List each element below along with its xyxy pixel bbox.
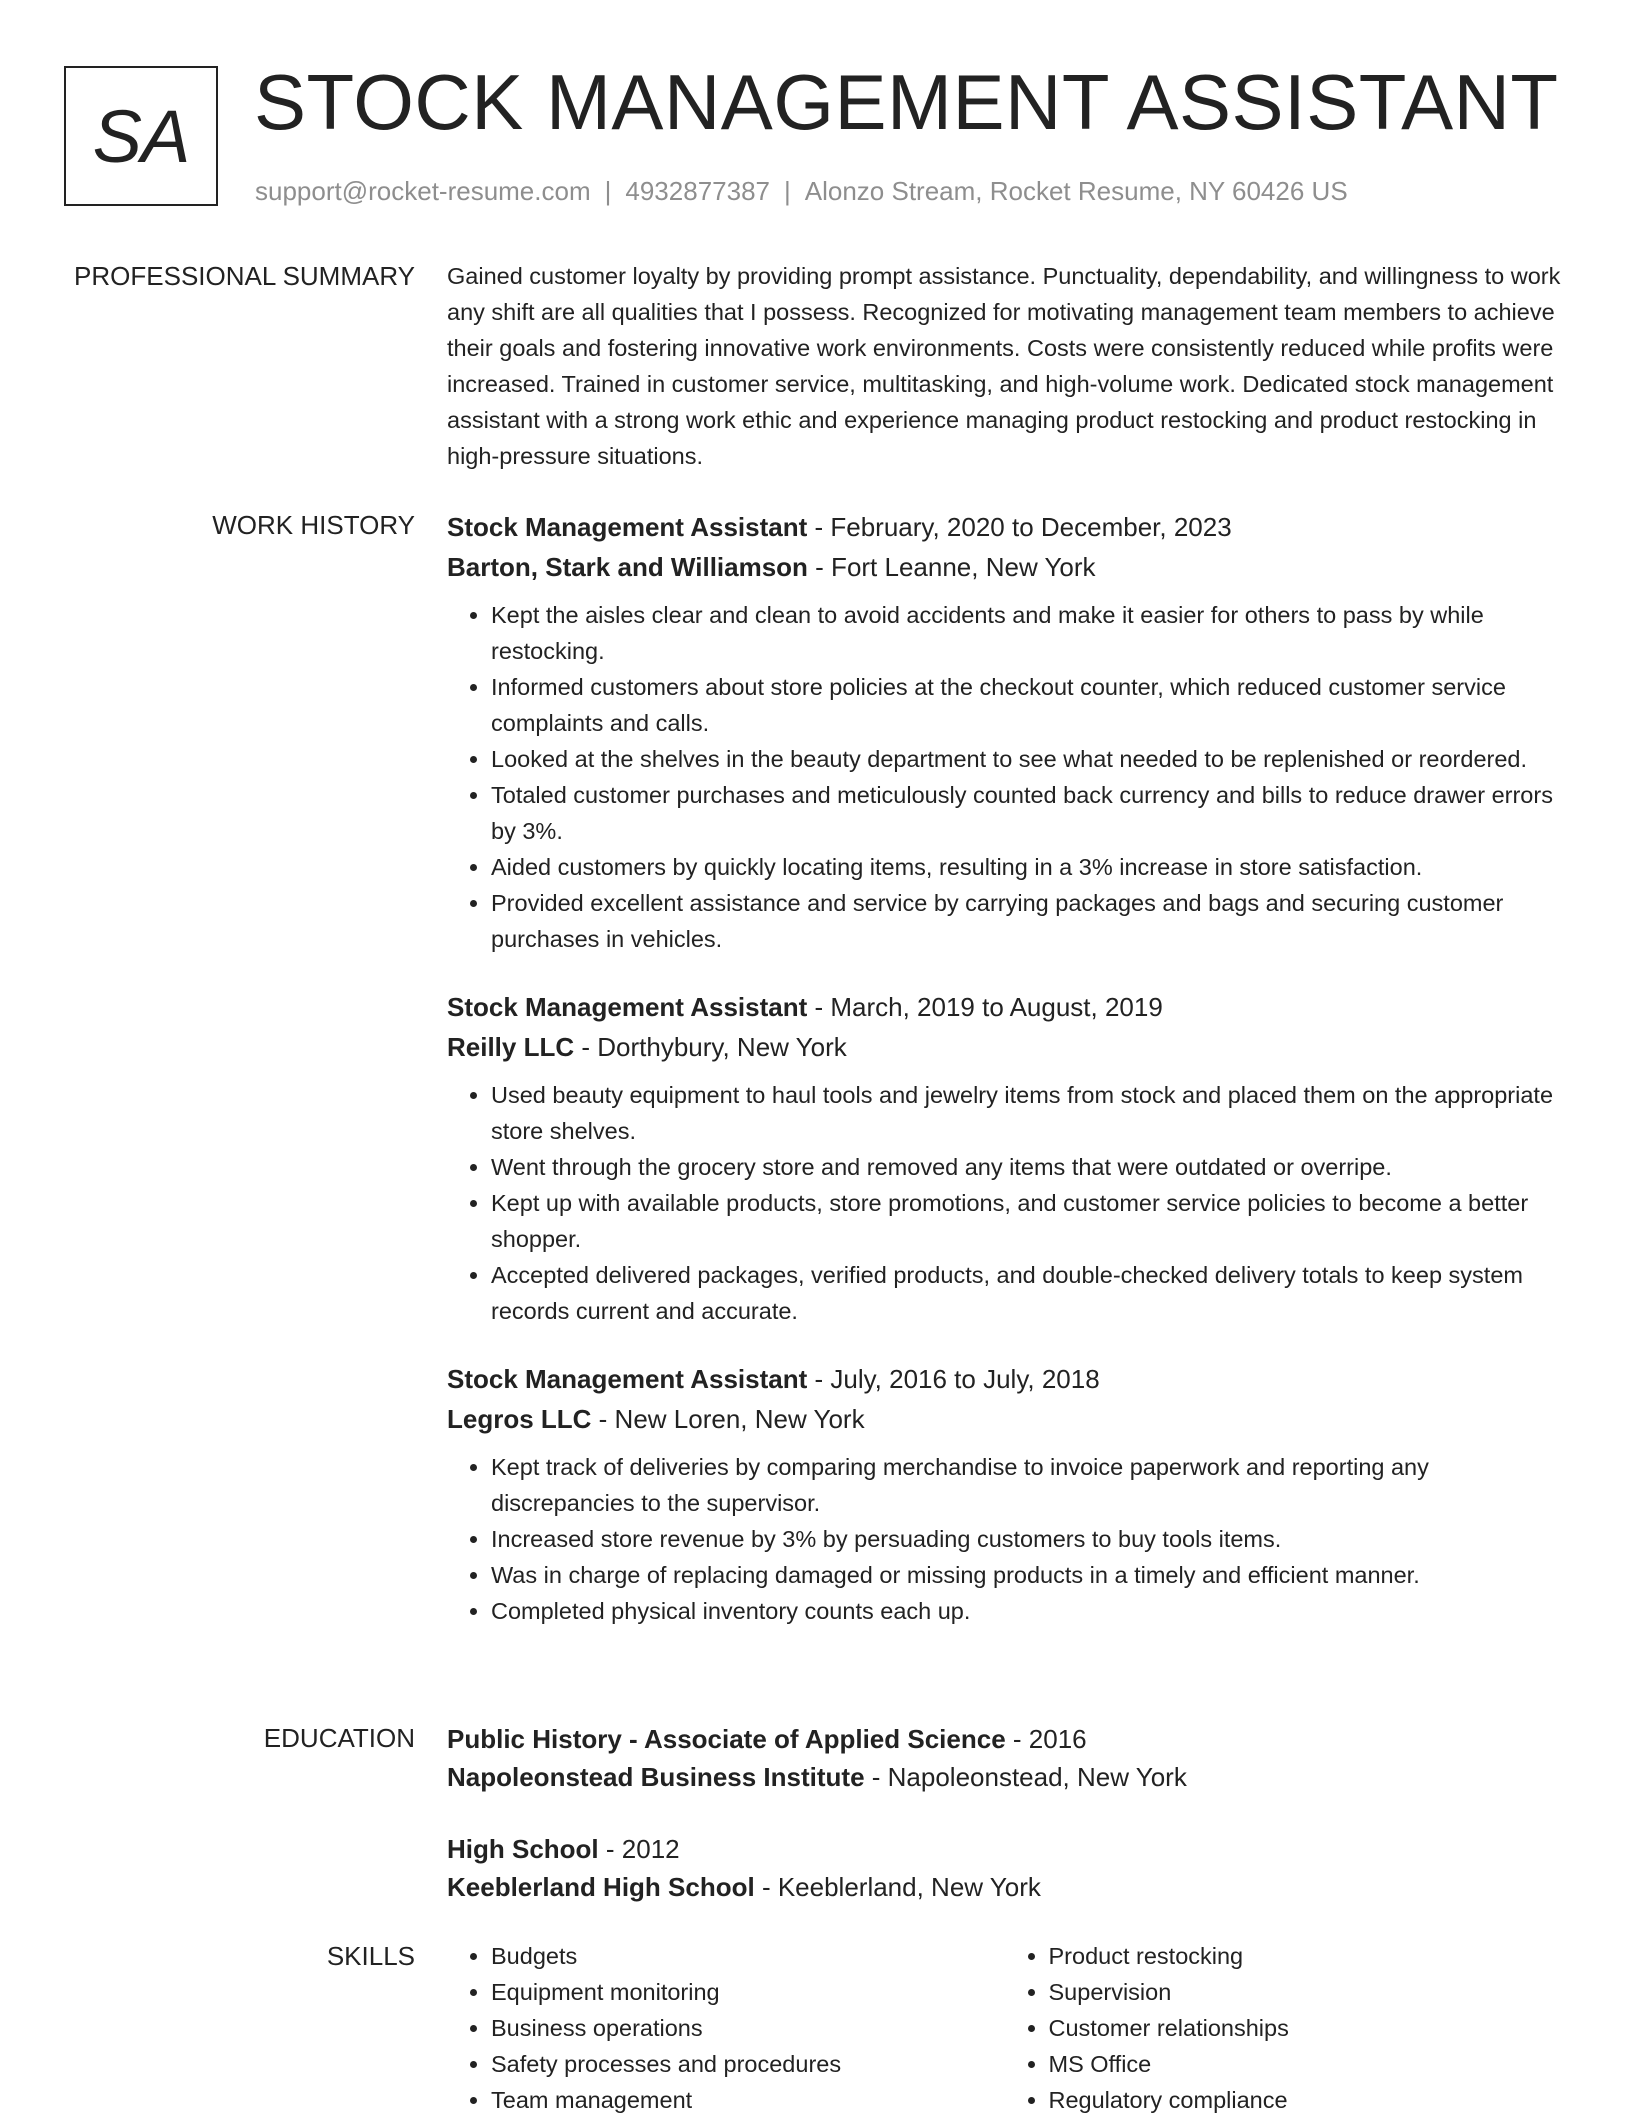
contact-email[interactable]: support@rocket-resume.com xyxy=(255,176,591,206)
job-bullet: • Informed customers about store policies at the checkout counter, which reduced customer service complaints and calls. xyxy=(491,669,1562,741)
section-title-work: WORK HISTORY xyxy=(212,510,415,540)
job-entry xyxy=(447,987,1562,1329)
job-bullet: • Kept track of deliveries by comparing merchandise to invoice paperwork and reporting any discrepancies to the supervisor. xyxy=(491,1449,1562,1521)
education-location: - Keeblerland, New York xyxy=(754,1872,1041,1902)
education-school: Keeblerland High School xyxy=(447,1872,755,1902)
job-bullet: • Kept up with available products, store promotions, and customer service policies to become a better shopper. xyxy=(491,1185,1562,1257)
job-entry xyxy=(447,1359,1562,1629)
education-degree-line xyxy=(447,1830,1562,1868)
summary-body xyxy=(447,258,1562,474)
job-bullet: • Kept the aisles clear and clean to avoid accidents and make it easier for others to pass by while restocking. xyxy=(491,597,1562,669)
job-role: Stock Management Assistant xyxy=(447,512,808,542)
education-school: Napoleonstead Business Institute xyxy=(447,1762,865,1792)
job-bullet: • Used beauty equipment to haul tools and jewelry items from stock and placed them on the appropriate store shelves. xyxy=(491,1077,1562,1149)
skill-item: • Budgets xyxy=(491,1938,1005,1974)
job-role-line xyxy=(447,1359,1562,1399)
contact-phone[interactable]: 4932877387 xyxy=(625,176,770,206)
job-role: Stock Management Assistant xyxy=(447,992,808,1022)
job-company-line xyxy=(447,547,1562,587)
education-entry xyxy=(447,1720,1562,1796)
education-entry xyxy=(447,1830,1562,1906)
skill-item: • Safety processes and procedures xyxy=(491,2046,1005,2082)
job-company-line xyxy=(447,1027,1562,1067)
job-bullet: • Went through the grocery store and removed any items that were outdated or overripe. xyxy=(491,1149,1562,1185)
education-degree: Public History - Associate of Applied Science xyxy=(447,1724,1006,1754)
job-bullets xyxy=(447,1449,1562,1629)
education-year: - 2016 xyxy=(1005,1724,1087,1754)
skills-list-left xyxy=(447,1938,1005,2118)
education-school-line xyxy=(447,1758,1562,1796)
job-bullet: • Aided customers by quickly locating items, resulting in a 3% increase in store satisfaction. xyxy=(491,849,1562,885)
education-degree: High School xyxy=(447,1834,599,1864)
job-dates: - February, 2020 to December, 2023 xyxy=(807,512,1232,542)
job-bullet: • Looked at the shelves in the beauty department to see what needed to be replenished or reordered. xyxy=(491,741,1562,777)
job-bullet: • Was in charge of replacing damaged or missing products in a timely and efficient manner. xyxy=(491,1557,1562,1593)
contact-separator: | xyxy=(784,176,791,206)
skill-item: • Team management xyxy=(491,2082,1005,2118)
work-body xyxy=(447,507,1562,1629)
skill-item: • Business operations xyxy=(491,2010,1005,2046)
summary-text: Gained customer loyalty by providing prompt assistance. Punctuality, dependability, and willingness to work any shift are all qualities that I possess. Recognized for motivating management team members to achieve their goals and fostering innovative work environments. Costs were consistently reduced while profits were increased. Trained in customer service, multitasking, and high-volume work. Dedicated stock management assistant with a strong work ethic and experience managing product restocking and product restocking in high-pressure situations. xyxy=(447,263,1561,469)
skills-list-right xyxy=(1005,1938,1563,2118)
job-company: Legros LLC xyxy=(447,1404,592,1434)
skill-item: • Equipment monitoring xyxy=(491,1974,1005,2010)
job-entry xyxy=(447,507,1562,957)
job-location: - New Loren, New York xyxy=(591,1404,865,1434)
section-title-education: EDUCATION xyxy=(263,1723,415,1753)
skill-item: • MS Office xyxy=(1049,2046,1563,2082)
contact-separator: | xyxy=(604,176,612,206)
section-title-summary: PROFESSIONAL SUMMARY xyxy=(74,261,415,291)
monogram-badge xyxy=(64,66,218,206)
education-school-line xyxy=(447,1868,1562,1906)
skill-item: • Customer relationships xyxy=(1049,2010,1563,2046)
job-bullet: • Increased store revenue by 3% by persuading customers to buy tools items. xyxy=(491,1521,1562,1557)
education-year: - 2012 xyxy=(598,1834,680,1864)
skill-item: • Product restocking xyxy=(1049,1938,1563,1974)
skill-item: • Supervision xyxy=(1049,1974,1563,2010)
skills-body xyxy=(447,1938,1562,2118)
monogram-initials: SA xyxy=(92,94,190,178)
education-degree-line xyxy=(447,1720,1562,1758)
job-company-line xyxy=(447,1399,1562,1439)
job-role-line xyxy=(447,507,1562,547)
job-location: - Fort Leanne, New York xyxy=(807,552,1096,582)
job-role: Stock Management Assistant xyxy=(447,1364,808,1394)
job-company: Barton, Stark and Williamson xyxy=(447,552,808,582)
job-dates: - March, 2019 to August, 2019 xyxy=(807,992,1163,1022)
job-bullet: • Accepted delivered packages, verified products, and double-checked delivery totals to keep system records current and accurate. xyxy=(491,1257,1562,1329)
job-company: Reilly LLC xyxy=(447,1032,575,1062)
contact-address: Alonzo Stream, Rocket Resume, NY 60426 US xyxy=(804,176,1348,206)
contact-line xyxy=(255,174,1348,208)
job-bullets xyxy=(447,1077,1562,1329)
education-body xyxy=(447,1720,1562,1906)
resume-title: STOCK MANAGEMENT ASSISTANT xyxy=(254,58,1559,146)
skill-item: • Regulatory compliance xyxy=(1049,2082,1563,2118)
job-dates: - July, 2016 to July, 2018 xyxy=(807,1364,1100,1394)
job-bullet: • Totaled customer purchases and meticulously counted back currency and bills to reduce drawer errors by 3%. xyxy=(491,777,1562,849)
section-title-skills: SKILLS xyxy=(326,1941,415,1971)
education-location: - Napoleonstead, New York xyxy=(864,1762,1187,1792)
job-bullet: • Provided excellent assistance and service by carrying packages and bags and securing customer purchases in vehicles. xyxy=(491,885,1562,957)
job-bullet: • Completed physical inventory counts each up. xyxy=(491,1593,1562,1629)
job-role-line xyxy=(447,987,1562,1027)
job-bullets xyxy=(447,597,1562,957)
job-location: - Dorthybury, New York xyxy=(574,1032,847,1062)
